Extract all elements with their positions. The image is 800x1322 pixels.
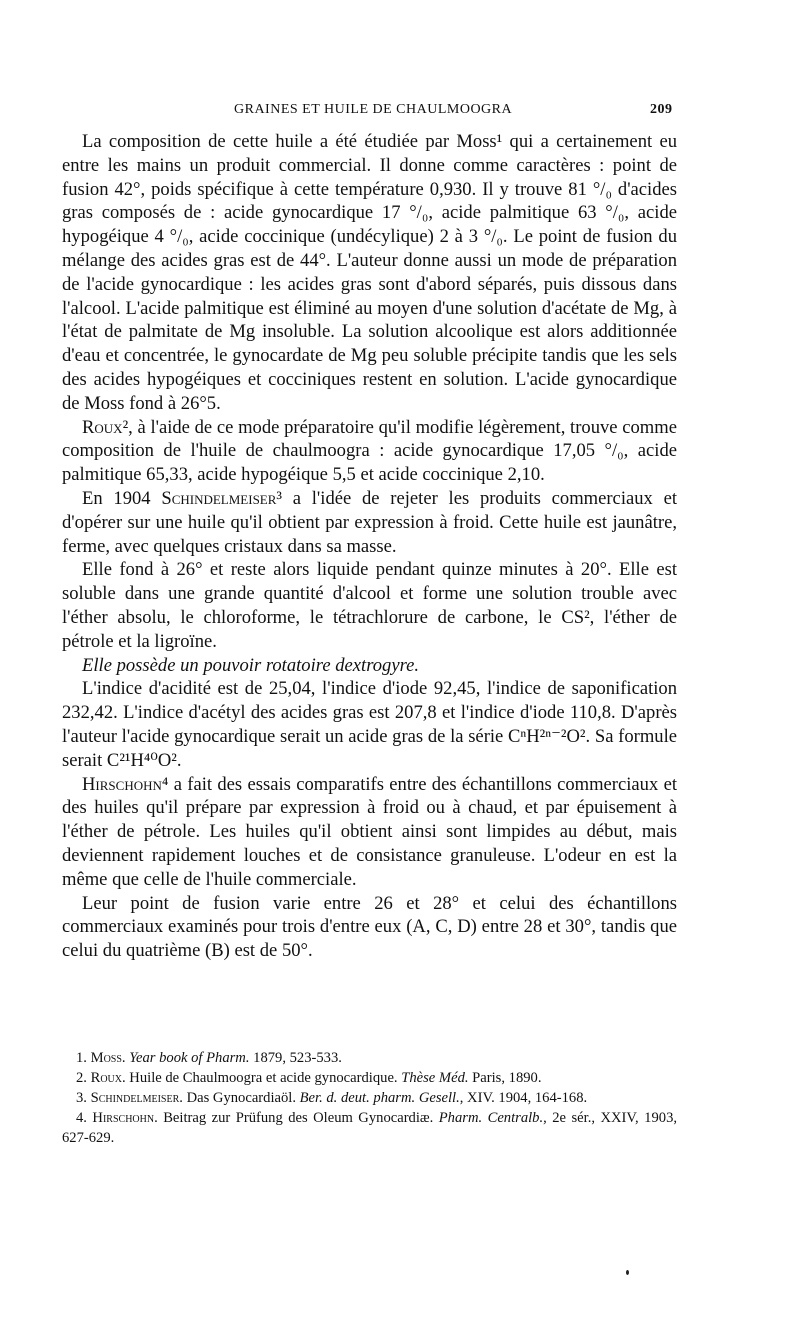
main-text <box>62 130 677 963</box>
author-schindelmeiser: Schindelmeiser <box>161 487 277 509</box>
footnote-2 <box>62 1068 677 1088</box>
footnote-number: 4. <box>76 1110 93 1126</box>
footnote-4 <box>62 1108 677 1148</box>
footnote-ref: , XIV. 1904, 164-168. <box>459 1090 588 1106</box>
footnote-title: Huile de Chaulmoogra et acide gynocardique. <box>125 1070 402 1086</box>
ink-speck <box>626 1270 629 1275</box>
paragraph-moss: La composition de cette huile a été étudiée par Moss¹ qui a certainement eu entre les mains un produit commercial. Il donne comme caractères : point de fusion 42°, poids spécifique à cette température 0,930. Il y trouve 81 °/₀ d'acides gras composés de : acide gynocardique 17 °/₀, acide palmitique 63 °/₀, acide hypogéique 4 °/₀, acide coccinique (undécylique) 2 à 3 °/₀. Le point de fusion du mélange des acides gras est de 44°. L'auteur donne aussi un mode de préparation de l'acide gynocardique : les acides gras sont d'abord séparés, puis dissous dans l'alcool. L'acide palmitique est éliminé au moyen d'une solution d'acétate de Mg, à l'état de palmitate de Mg insoluble. La solution alcoolique est alors additionnée d'eau et concentrée, le gynocardate de Mg peu soluble précipite tandis que les sels des acides hypogéiques et cocciniques restent en solution. L'acide gynocardique de Moss fond à 26°5. <box>62 131 677 414</box>
footnote-number: 3. <box>76 1090 91 1106</box>
footnote-source: Thèse Méd. <box>401 1070 469 1086</box>
page-number: 209 <box>650 102 673 117</box>
footnote-ref: 1879, 523-533. <box>249 1050 342 1066</box>
paragraph-schindelmeiser-text: ³ a l'idée de rejeter les produits commerciaux et d'opérer sur une huile qu'il obtient par expression à froid. Cette huile est jaunâtre, ferme, avec quelques cristaux dans sa masse. <box>62 487 678 557</box>
paragraph-hirschohn <box>62 773 677 892</box>
paragraph-melting-points: Leur point de fusion varie entre 26 et 28° et celui des échantillons commerciaux examinés pour trois d'entre eux (A, C, D) entre 28 et 30°, tandis que celui du quatrième (B) est de 50°. <box>62 892 677 962</box>
paragraph-roux <box>62 416 677 487</box>
footnote-title: Beitrag zur Prüfung des Oleum Gynocardiæ. <box>157 1110 439 1126</box>
footnote-author: Schindelmeiser. <box>90 1090 183 1106</box>
footnote-source: Ber. d. deut. pharm. Gesell. <box>299 1090 460 1106</box>
paragraph-schindelmeiser-lead: En 1904 <box>82 487 162 509</box>
footnote-3 <box>62 1088 677 1108</box>
footnotes <box>62 1048 677 1148</box>
footnote-number: 1. <box>76 1050 91 1066</box>
footnote-1 <box>62 1048 677 1068</box>
paragraph-fusion: Elle fond à 26° et reste alors liquide pendant quinze minutes à 20°. Elle est soluble dans une grande quantité d'alcool et forme une solution trouble avec l'éther absolu, le chloroforme, le tétrachlorure de carbone, le CS², l'éther de pétrole et la ligroïne. <box>62 559 677 652</box>
footnote-title: Das Gynocardiaöl. <box>182 1090 300 1106</box>
footnote-source: Year book of Pharm. <box>125 1050 250 1066</box>
paragraph-schindelmeiser <box>62 487 677 558</box>
paragraph-rotatory: Elle possède un pouvoir rotatoire dextrogyre. <box>82 654 420 676</box>
footnote-source: Pharm. Centralb. <box>438 1110 544 1126</box>
footnote-ref: Paris, 1890. <box>468 1070 542 1086</box>
running-title: GRAINES ET HUILE DE CHAULMOOGRA <box>234 102 513 117</box>
footnote-ref: , 2e sér., XXIV, 1903, 627-629. <box>62 1110 678 1146</box>
author-hirschohn: Hirschohn <box>82 773 162 795</box>
footnote-author: Roux. <box>90 1070 126 1086</box>
paragraph-roux-text: ², à l'aide de ce mode préparatoire qu'il modifie légèrement, trouve comme composition de l'huile de chaulmoogra : acide gynocardique 17,05 °/₀, acide palmitique 65,33, acide hypogéique 5,5 et acide coccinique 2,10. <box>62 416 677 486</box>
paragraph-hirschohn-text: ⁴ a fait des essais comparatifs entre des échantillons commerciaux et des huiles qu'il prépare par expression à froid ou à chaud, et par épuisement à l'éther de pétrole. Les huiles qu'il obtient ainsi sont limpides au début, mais deviennent rapidement louches et de consistance granuleuse. L'odeur en est la même que celle de l'huile commerciale. <box>62 773 677 890</box>
footnote-author: Moss. <box>90 1050 126 1066</box>
footnote-number: 2. <box>76 1070 91 1086</box>
author-roux: Roux <box>82 416 123 438</box>
paragraph-indices: L'indice d'acidité est de 25,04, l'indice d'iode 92,45, l'indice de saponification 232,42. L'indice d'acétyl des acides gras est 207,8 et l'indice d'iode 110,8. D'après l'auteur l'acide gynocardique serait un acide gras de la série CⁿH²ⁿ⁻²O². Sa formule serait C²¹H⁴⁰O². <box>62 678 677 771</box>
footnote-author: Hirschohn. <box>92 1110 158 1126</box>
